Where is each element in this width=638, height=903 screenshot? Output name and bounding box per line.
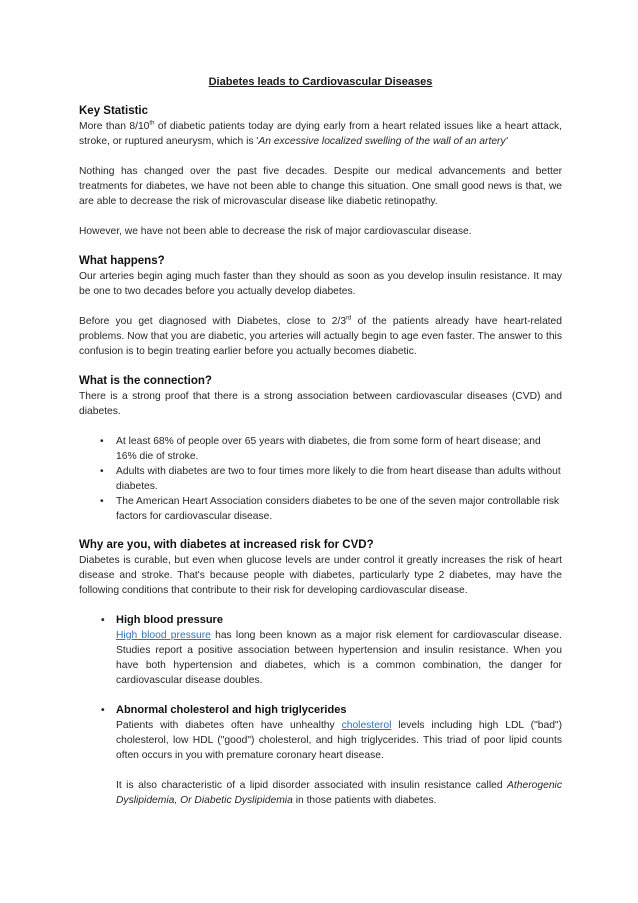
text-span: has long been known as a major risk element for cardiovascular disease. Studies report a positive association between hypertension and insulin resistance. When you have both hypertension and diabetes, which is a common combination, the danger for cardiovascular disease doubles. — [116, 630, 562, 686]
heading-what-happens: What happens? — [79, 255, 165, 267]
list-item-text: The American Heart Association considers diabetes to be one of the seven major controllable risk factors for cardiovascular disease. — [116, 496, 560, 522]
list-item — [79, 434, 562, 464]
superscript: th — [149, 120, 155, 127]
condition-text — [116, 718, 562, 763]
text-span: of diabetic patients today are dying early from a heart related issues like a heart attack, stroke, or ruptured aneurysm, which is ' — [79, 121, 562, 147]
heading-connection: What is the connection? — [79, 375, 212, 387]
paragraph-key-statistic-1 — [79, 119, 562, 149]
italic-quote: An excessive localized swelling of the wall of an artery' — [258, 136, 508, 147]
condition-heading: Abnormal cholesterol and high triglycerides — [116, 704, 347, 716]
bullet-icon: • — [100, 436, 104, 447]
connection-bullet-list — [79, 434, 562, 524]
text-span: More than 8/10 — [79, 121, 150, 132]
condition-high-blood-pressure — [79, 613, 562, 688]
bullet-icon: • — [100, 466, 104, 477]
text-span: levels including high LDL ("bad") cholesterol, low HDL ("good") cholesterol, and high triglycerides. This triad of poor lipid counts often occurs in you with premature coronary heart disease. — [116, 720, 562, 761]
bullet-icon: • — [100, 496, 104, 507]
paragraph-what-happens-2 — [79, 314, 562, 359]
list-item — [79, 464, 562, 494]
bullet-icon: • — [101, 705, 105, 716]
condition-text-2 — [116, 778, 562, 808]
condition-heading: High blood pressure — [116, 614, 223, 626]
text-span: in those patients with diabetes. — [292, 795, 437, 806]
list-item-text: At least 68% of people over 65 years with diabetes, die from some form of heart disease; and 16% die of stroke. — [116, 436, 541, 462]
cholesterol-link[interactable]: cholesterol — [341, 720, 392, 731]
paragraph-key-statistic-2: Nothing has changed over the past five decades. Despite our medical advancements and better treatments for diabetes, we have not been able to change this situation. One small good news is that, we are able to decrease the risk of microvascular disease like diabetic retinopathy. — [79, 166, 562, 207]
document-page — [79, 75, 562, 823]
list-item — [79, 494, 562, 524]
superscript: rd — [346, 315, 352, 322]
heading-why: Why are you, with diabetes at increased risk for CVD? — [79, 539, 374, 551]
bullet-icon: • — [101, 615, 105, 626]
text-span: Patients with diabetes often have unhealthy — [116, 720, 342, 731]
document-title: Diabetes leads to Cardiovascular Diseases — [208, 76, 433, 88]
condition-cholesterol — [79, 703, 562, 808]
condition-text — [116, 628, 562, 688]
paragraph-what-happens-1: Our arteries begin aging much faster than they should as soon as you develop insulin resistance. It may be one to two decades before you actually develop diabetes. — [79, 271, 562, 297]
italic-term: Atherogenic Dyslipidemia, Or Diabetic Dyslipidemia — [116, 780, 562, 806]
paragraph-why-1: Diabetes is curable, but even when glucose levels are under control it greatly increases the risk of heart disease and stroke. That's because people with diabetes, particularly type 2 diabetes, may have the following conditions that contribute to their risk for developing cardiovascular disease. — [79, 555, 562, 596]
text-span: of the patients already have heart-related problems. Now that you are diabetic, you arteries will actually begin to age even faster. The answer to this confusion is to begin treating earlier before you actually becomes diabetic. — [79, 316, 562, 357]
high-blood-pressure-link[interactable]: High blood pressure — [116, 630, 211, 641]
paragraph-key-statistic-3: However, we have not been able to decrease the risk of major cardiovascular disease. — [79, 226, 472, 237]
text-span: It is also characteristic of a lipid disorder associated with insulin resistance called — [116, 780, 508, 791]
list-item-text: Adults with diabetes are two to four times more likely to die from heart disease than adults without diabetes. — [116, 466, 561, 492]
text-span: Before you get diagnosed with Diabetes, close to 2/3 — [79, 316, 347, 327]
paragraph-connection-1: There is a strong proof that there is a strong association between cardiovascular diseases (CVD) and diabetes. — [79, 391, 562, 417]
heading-key-statistic: Key Statistic — [79, 105, 149, 117]
